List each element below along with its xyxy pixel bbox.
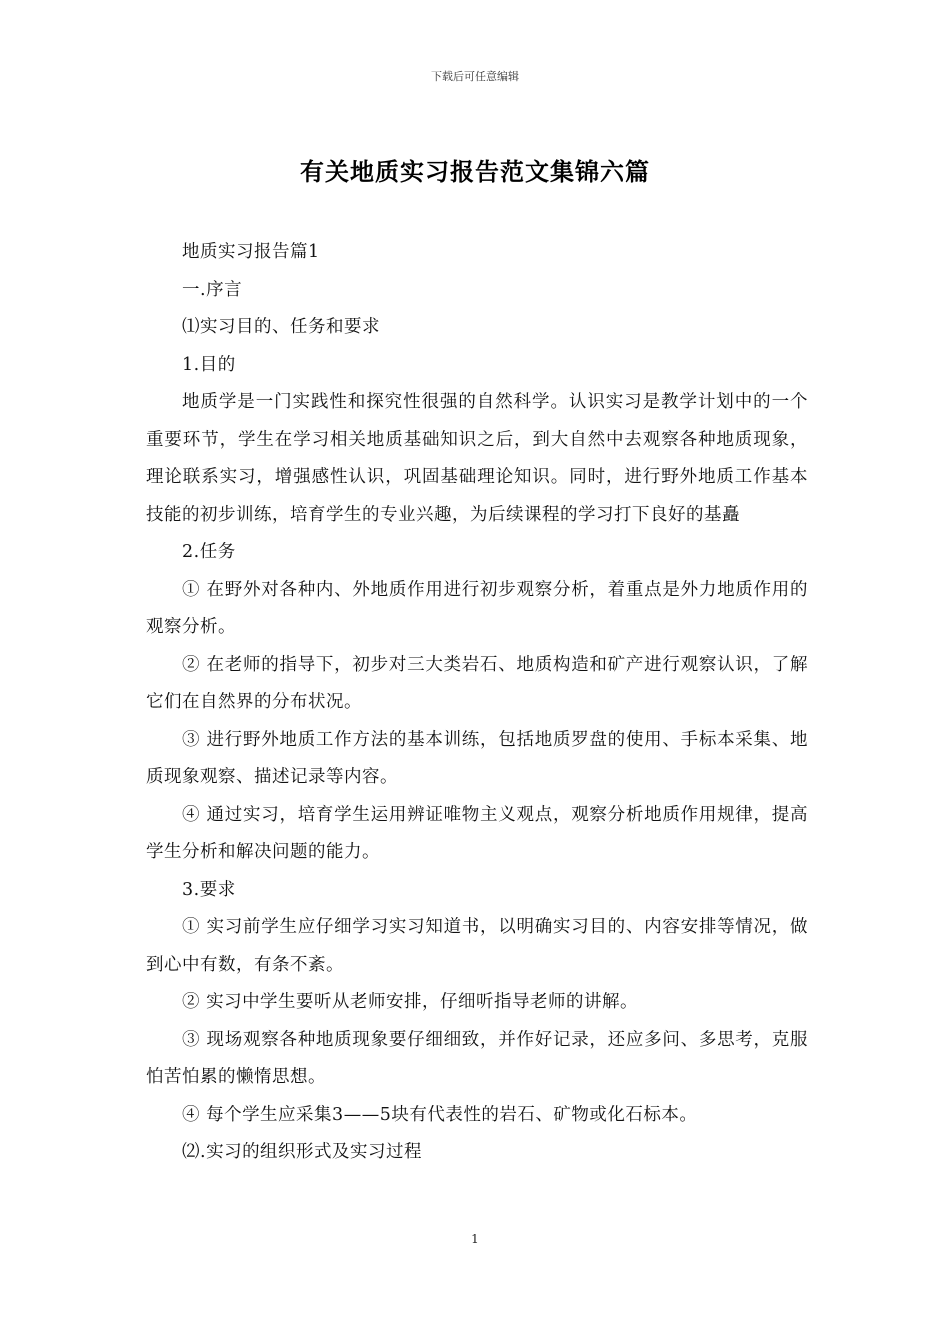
list-item: ③ 现场观察各种地质现象要仔细细致，并作好记录，还应多问、多思考，克服怕苦怕累的懒惰思想。 bbox=[146, 1029, 808, 1087]
subsection-heading: ⑵.实习的组织形式及实习过程 bbox=[182, 1142, 423, 1162]
list-item: ① 实习前学生应仔细学习实习知道书，以明确实习目的、内容安排等情况，做到心中有数，有条不紊。 bbox=[146, 917, 808, 975]
header-note: 下载后可任意编辑 bbox=[431, 70, 519, 83]
list-item: ① 在野外对各种内、外地质作用进行初步观察分析，着重点是外力地质作用的观察分析。 bbox=[146, 579, 808, 637]
page-number: 1 bbox=[471, 1232, 479, 1246]
item-heading: 2.任务 bbox=[182, 542, 236, 562]
document-body bbox=[146, 234, 808, 1172]
subsection-heading: ⑴实习目的、任务和要求 bbox=[182, 317, 380, 337]
list-item: ④ 每个学生应采集3——5块有代表性的岩石、矿物或化石标本。 bbox=[182, 1104, 698, 1125]
section-heading: 地质实习报告篇1 bbox=[182, 242, 320, 262]
document-title: 有关地质实习报告范文集锦六篇 bbox=[300, 157, 650, 186]
section-heading: 一.序言 bbox=[182, 279, 243, 300]
item-heading: 3.要求 bbox=[182, 879, 236, 900]
item-heading: 1.目的 bbox=[182, 354, 236, 375]
body-paragraph: 地质学是一门实践性和探究性很强的自然科学。认识实习是教学计划中的一个重要环节，学生在学习相关地质基础知识之后，到大自然中去观察各种地质现象，理论联系实习，增强感性认识，巩固基础理论知识。同时，进行野外地质工作基本技能的初步训练，培育学生的专业兴趣，为后续课程的学习打下良好的基矗 bbox=[146, 392, 808, 525]
list-item: ④ 通过实习，培育学生运用辨证唯物主义观点，观察分析地质作用规律，提高学生分析和解决问题的能力。 bbox=[146, 804, 808, 862]
list-item: ③ 进行野外地质工作方法的基本训练，包括地质罗盘的使用、手标本采集、地质现象观察、描述记录等内容。 bbox=[146, 729, 808, 787]
list-item: ② 实习中学生要听从老师安排，仔细听指导老师的讲解。 bbox=[182, 992, 639, 1012]
list-item: ② 在老师的指导下，初步对三大类岩石、地质构造和矿产进行观察认识，了解它们在自然界的分布状况。 bbox=[146, 654, 808, 712]
